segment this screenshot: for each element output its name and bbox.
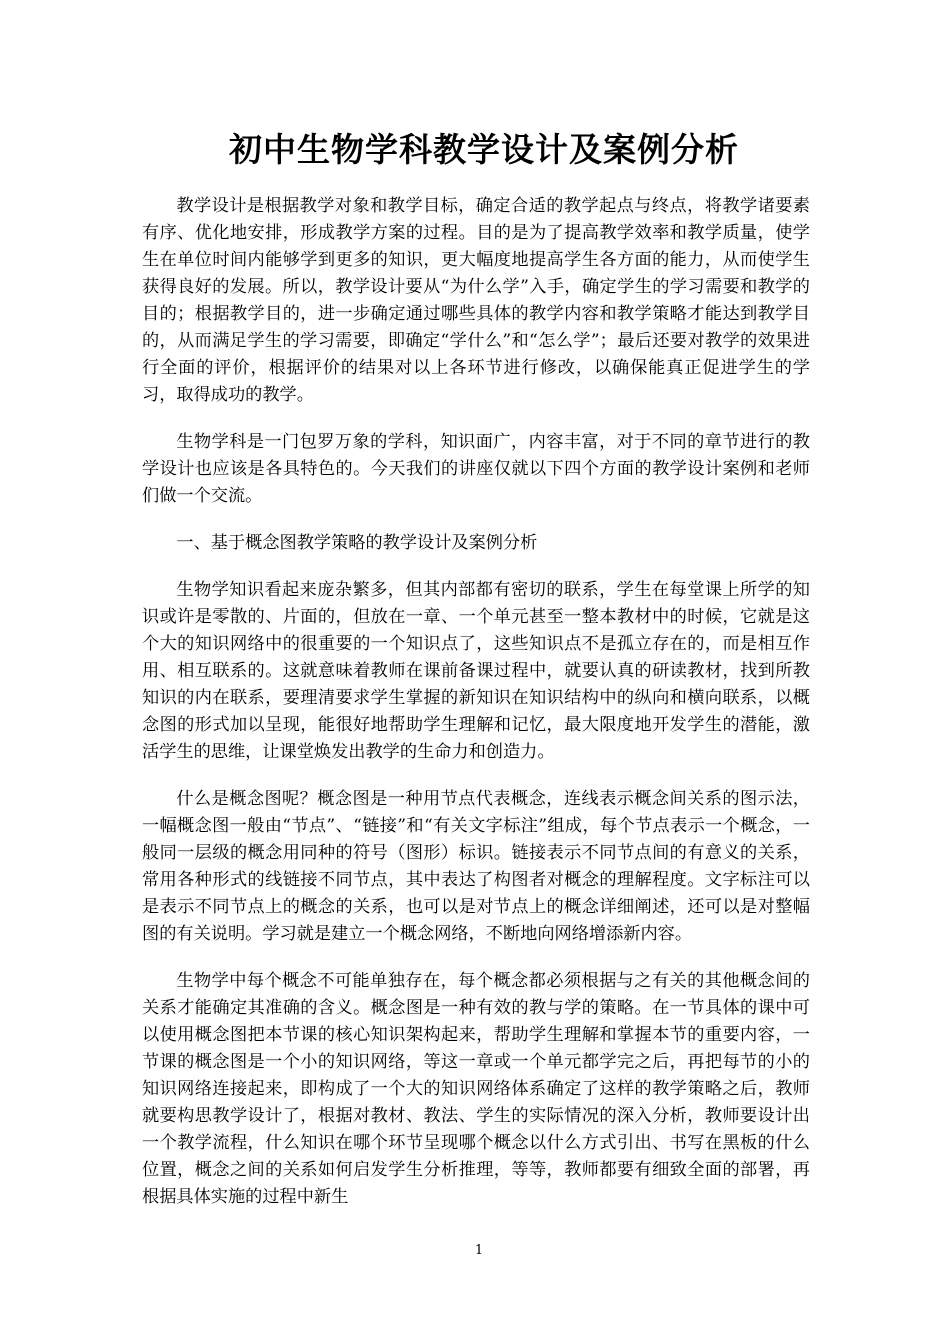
document-title: 初中生物学科教学设计及案例分析 xyxy=(229,130,739,169)
paragraph-knowledge-network: 生物学知识看起来庞杂繁多，但其内部都有密切的联系，学生在每堂课上所学的知识或许是零散的、片面的，但放在一章、一个单元甚至一整本教材中的时候，它就是这个大的知识网络中的很重要的一个知识点了，这些知识点不是孤立存在的，而是相互作用、相互联系的。这就意味着教师在课前备课过程中，就要认真的研读教材，找到所教知识的内在联系，要理清要求学生掌握的新知识在知识结构中的纵向和横向联系，以概念图的形式加以呈现，能很好地帮助学生理解和记忆，最大限度地开发学生的潜能，激活学生的思维，让课堂焕发出教学的生命力和创造力。 xyxy=(142,580,810,762)
document-body xyxy=(142,193,810,1231)
paragraph-concept-map-definition: 什么是概念图呢？概念图是一种用节点代表概念，连线表示概念间关系的图示法，一幅概念图一般由“节点”、“链接”和“有关文字标注”组成，每个节点表示一个概念，一般同一层级的概念用同种的符号（图形）标识。链接表示不同节点间的有意义的关系，常用各种形式的线链接不同节点，其中表达了构图者对概念的理解程度。文字标注可以是表示不同节点上的概念的关系，也可以是对节点上的概念详细阐述，还可以是对整幅图的有关说明。学习就是建立一个概念网络，不断地向网络增添新内容。 xyxy=(142,789,810,944)
paragraph-concept-map-strategy: 生物学中每个概念不可能单独存在，每个概念都必须根据与之有关的其他概念间的关系才能确定其准确的含义。概念图是一种有效的教与学的策略。在一节具体的课中可以使用概念图把本节课的核心知识架构起来，帮助学生理解和掌握本节的重要内容，一节课的概念图是一个小的知识网络，等这一章或一个单元都学完之后，再把每节的小的知识网络连接起来，即构成了一个大的知识网络体系确定了这样的教学策略之后，教师就要构思教学设计了，根据对教材、教法、学生的实际情况的深入分析，教师要设计出一个教学流程，什么知识在哪个环节呈现哪个概念以什么方式引出、书写在黑板的什么位置，概念之间的关系如何启发学生分析推理，等等，教师都要有细致全面的部署，再根据具体实施的过程中新生 xyxy=(142,971,810,1207)
paragraph-overview: 生物学科是一门包罗万象的学科，知识面广，内容丰富，对于不同的章节进行的教学设计也应该是各具特色的。今天我们的讲座仅就以下四个方面的教学设计案例和老师们做一个交流。 xyxy=(142,432,810,506)
section-heading-1: 一、基于概念图教学策略的教学设计及案例分析 xyxy=(176,533,538,553)
paragraph-intro: 教学设计是根据教学对象和教学目标，确定合适的教学起点与终点，将教学诸要素有序、优化地安排，形成教学方案的过程。目的是为了提高教学效率和教学质量，使学生在单位时间内能够学到更多的知识，更大幅度地提高学生各方面的能力，从而使学生获得良好的发展。所以，教学设计要从“为什么学”入手，确定学生的学习需要和教学的目的；根据教学目的，进一步确定通过哪些具体的教学内容和教学策略才能达到教学目的，从而满足学生的学习需要，即确定“学什么”和“怎么学”；最后还要对教学的效果进行全面的评价，根据评价的结果对以上各环节进行修改，以确保能真正促进学生的学习，取得成功的教学。 xyxy=(142,196,810,405)
page-number: 1 xyxy=(474,1243,484,1258)
